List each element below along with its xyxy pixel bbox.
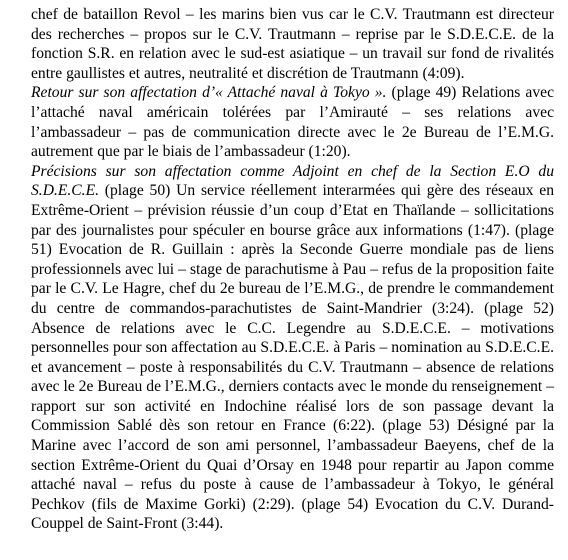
paragraph-3-italic-lead: Précisions sur son affectation comme Adjoint en chef de la Section E.O du S.D.E.C.E.	[31, 162, 554, 200]
paragraph-2-italic-lead: Retour sur son affectation d’« Attaché naval à Tokyo ».	[31, 84, 387, 102]
paragraph-3-text: (plage 50) Un service réellement interarmées qui gère des réseaux en Extrême-Orient – prévision réussie d’un coup d’Etat en Thaïlande – sollicitations par des journalistes pour spéculer en bourse grâce aux informations (1:47). (plage 51) Evocation de R. Guillain : après la Seconde Guerre mondiale pas de liens professionnels avec lui – stage de parachutisme à Pau – refus de la proposition faite par le C.V. Le Hagre, chef du 2e bureau de l’E.M.G., de prendre le commandement du centre de commandos-parachutistes de Saint-Mandrier (3:24). (plage 52) Absence de relations avec le C.C. Legendre au S.D.E.C.E. – motivations personnelles pour son affectation au S.D.E.C.E. à Paris – nomination au S.D.E.C.E. et avancement – poste à responsabilités du C.V. Trautmann – absence de relations avec le 2e Bureau de l’E.M.G., derniers contacts avec le monde du renseignement – rapport sur son activité en Indochine réalisé lors de son passage devant la Commission Sablé dès son retour en France (6:22). (plage 53) Désigné par la Marine avec l’accord de son ami personnel, l’ambassadeur Baeyens, chef de la section Extrême-Orient du Quai d’Orsay en 1948 pour repartir au Japon comme attaché naval – refus du poste à cause de l’ambassadeur à Tokyo, le général Pechkov (fils de Maxime Gorki) (2:29). (plage 54) Evocation du C.V. Durand-Couppel de Saint-Front (3:44).	[31, 182, 554, 533]
paragraph-2	[31, 83, 554, 161]
paragraph-2-text: (plage 49) Relations avec l’attaché naval américain tolérées par l’Amirauté – ses relations avec l’ambassadeur – pas de communication directe avec le 2e Bureau de l’E.M.G. autrement que par le biais de l’ambassadeur (1:20).	[31, 84, 554, 161]
document-page	[31, 5, 554, 534]
paragraph-3	[31, 162, 554, 534]
paragraph-1-text: chef de bataillon Revol – les marins bien vus car le C.V. Trautmann est directeur des recherches – propos sur le C.V. Trautmann – reprise par le S.D.E.C.E. de la fonction S.R. en relation avec le sud-est asiatique – un travail sur fond de rivalités entre gaullistes et autres, neutralité et discrétion de Trautmann (4:09).	[31, 6, 554, 82]
paragraph-1	[31, 5, 554, 83]
